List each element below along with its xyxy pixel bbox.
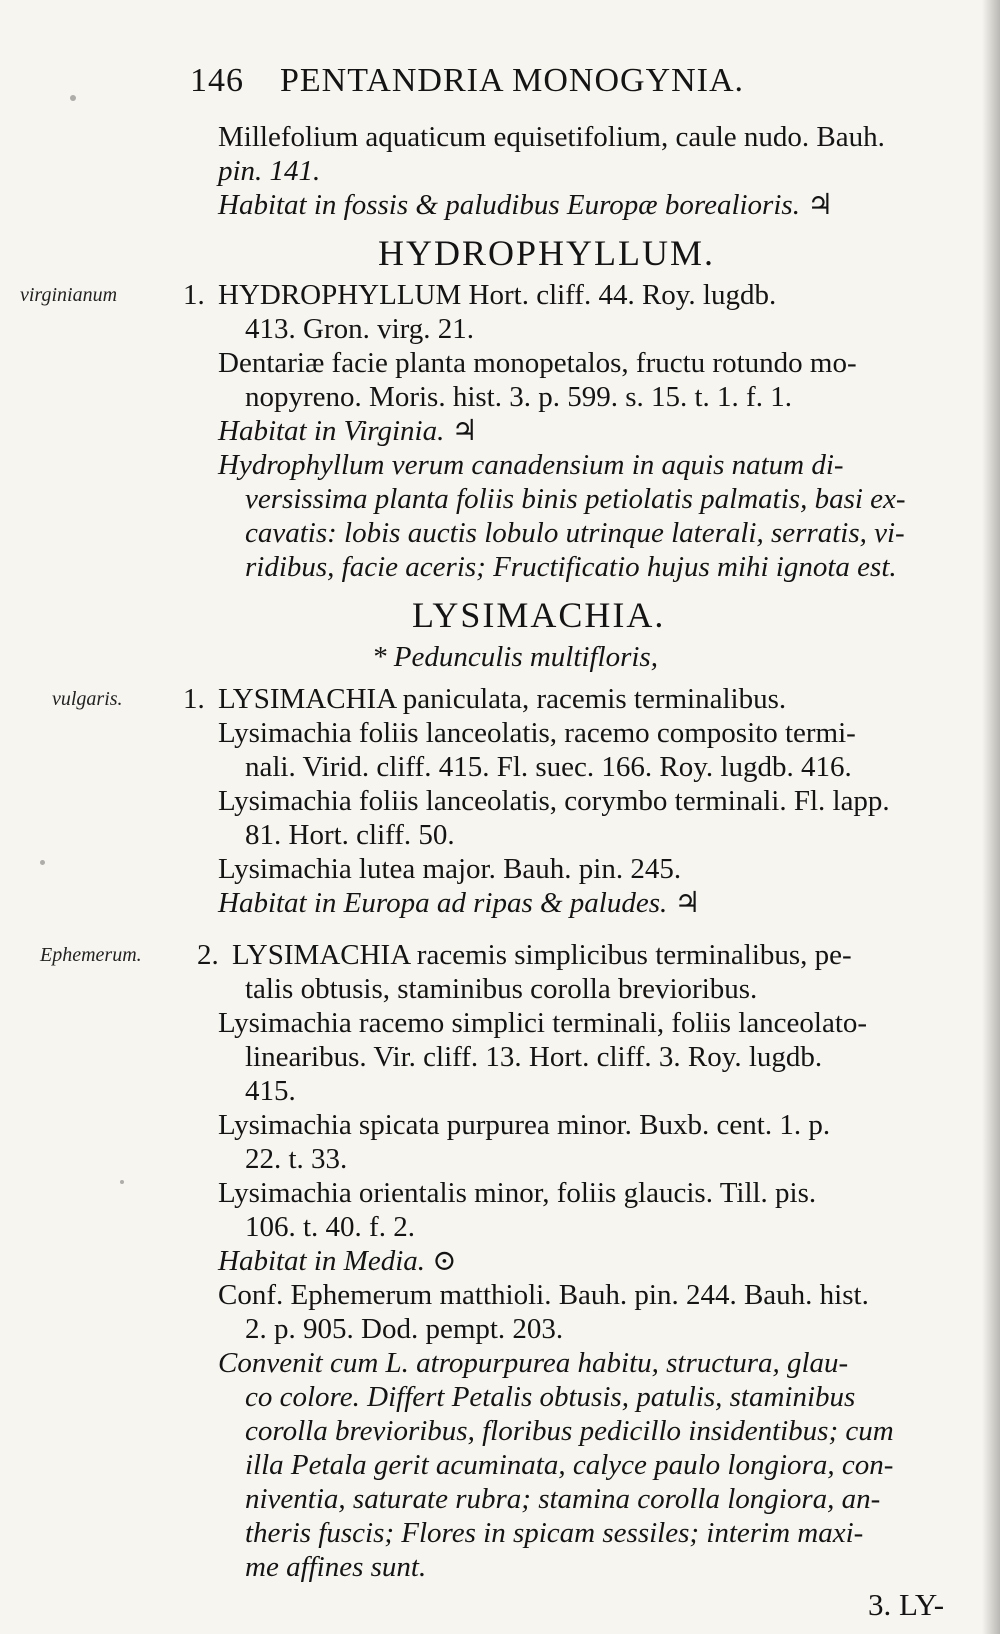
running-head xyxy=(190,62,744,100)
hydro-line-2: 413. Gron. virg. 21. xyxy=(245,313,475,345)
lys2-line-3: Lysimachia racemo simplici terminali, foliis lanceolato- xyxy=(218,1007,868,1039)
intro-line-2: pin. 141. xyxy=(218,155,321,187)
hydro-line-6: Hydrophyllum verum canadensium in aquis natum di- xyxy=(218,449,844,481)
intro-line-1: Millefolium aquaticum equisetifolium, caule nudo. Bauh. xyxy=(218,121,885,153)
catchword: 3. LY- xyxy=(868,1587,945,1622)
intro-line-3: Habitat in fossis & paludibus Europæ borealioris. ♃ xyxy=(218,189,834,221)
lys1-line-5: 81. Hort. cliff. 50. xyxy=(245,819,455,851)
page-heading: PENTANDRIA MONOGYNIA. xyxy=(280,62,745,99)
lys2-line-13: Convenit cum L. atropurpurea habitu, structura, glau- xyxy=(218,1347,849,1379)
margin-note-vulgaris: vulgaris. xyxy=(52,688,123,710)
ink-speck xyxy=(40,860,45,865)
ink-speck xyxy=(70,95,76,101)
margin-note-virginianum: virginianum xyxy=(20,284,118,306)
lys1-line-1: LYSIMACHIA paniculata, racemis terminalibus. xyxy=(218,683,787,715)
lys2-line-8: Lysimachia orientalis minor, foliis glaucis. Till. pis. xyxy=(218,1177,817,1209)
lys2-line-16: illa Petala gerit acuminata, calyce paulo longiora, con- xyxy=(245,1449,894,1481)
hydro-line-5: Habitat in Virginia. ♃ xyxy=(218,415,478,447)
lys2-line-7: 22. t. 33. xyxy=(245,1143,348,1175)
hydro-line-7: versissima planta foliis binis petiolatis palmatis, basi ex- xyxy=(245,483,906,515)
lys1-line-2: Lysimachia foliis lanceolatis, racemo composito termi- xyxy=(218,717,856,749)
lys1-line-7: Habitat in Europa ad ripas & paludes. ♃ xyxy=(218,887,701,919)
lys2-line-18: theris fuscis; Flores in spicam sessiles; interim maxi- xyxy=(245,1517,864,1549)
species-number: 1. xyxy=(183,279,205,311)
lys2-line-11: Conf. Ephemerum matthioli. Bauh. pin. 244. Bauh. hist. xyxy=(218,1279,869,1311)
lys1-line-6: Lysimachia lutea major. Bauh. pin. 245. xyxy=(218,853,682,885)
lys2-line-19: me affines sunt. xyxy=(245,1551,427,1583)
species-number: 1. xyxy=(183,683,205,715)
lys2-line-10: Habitat in Media. ⊙ xyxy=(218,1245,457,1277)
lys2-line-12: 2. p. 905. Dod. pempt. 203. xyxy=(245,1313,564,1345)
lys2-line-2: talis obtusis, staminibus corolla brevioribus. xyxy=(245,973,758,1005)
hydro-line-4: nopyreno. Moris. hist. 3. p. 599. s. 15. t. 1. f. 1. xyxy=(245,381,792,413)
species-number: 2. xyxy=(197,939,219,971)
ink-speck xyxy=(120,1180,124,1184)
hydro-line-9: ridibus, facie aceris; Fructificatio hujus mihi ignota est. xyxy=(245,551,897,583)
page-number: 146 xyxy=(190,62,244,99)
lys2-line-14: co colore. Differt Petalis obtusis, patulis, staminibus xyxy=(245,1381,856,1413)
lys1-line-4: Lysimachia foliis lanceolatis, corymbo terminali. Fl. lapp. xyxy=(218,785,890,817)
section-title-hydrophyllum: HYDROPHYLLUM. xyxy=(378,233,716,273)
lys2-line-17: niventia, saturate rubra; stamina corolla longiora, an- xyxy=(245,1483,881,1515)
page-edge-shadow xyxy=(982,0,1000,1634)
lys1-line-3: nali. Virid. cliff. 415. Fl. suec. 166. Roy. lugdb. 416. xyxy=(245,751,852,783)
hydro-line-3: Dentariæ facie planta monopetalos, fructu rotundo mo- xyxy=(218,347,857,379)
lys2-line-5: 415. xyxy=(245,1075,296,1107)
lys2-line-1: LYSIMACHIA racemis simplicibus terminalibus, pe- xyxy=(232,939,852,971)
hydro-line-1: HYDROPHYLLUM Hort. cliff. 44. Roy. lugdb. xyxy=(218,279,777,311)
lys2-line-4: linearibus. Vir. cliff. 13. Hort. cliff. 3. Roy. lugdb. xyxy=(245,1041,823,1073)
section-title-lysimachia: LYSIMACHIA. xyxy=(412,595,666,635)
lys2-line-6: Lysimachia spicata purpurea minor. Buxb. cent. 1. p. xyxy=(218,1109,831,1141)
hydro-line-8: cavatis: lobis auctis lobulo utrinque laterali, serratis, vi- xyxy=(245,517,905,549)
subsection-heading: * Pedunculis multifloris, xyxy=(372,641,658,673)
lys2-line-9: 106. t. 40. f. 2. xyxy=(245,1211,415,1243)
lys2-line-15: corolla brevioribus, floribus pedicillo insidentibus; cum xyxy=(245,1415,894,1447)
margin-note-ephemerum: Ephemerum. xyxy=(40,944,142,966)
